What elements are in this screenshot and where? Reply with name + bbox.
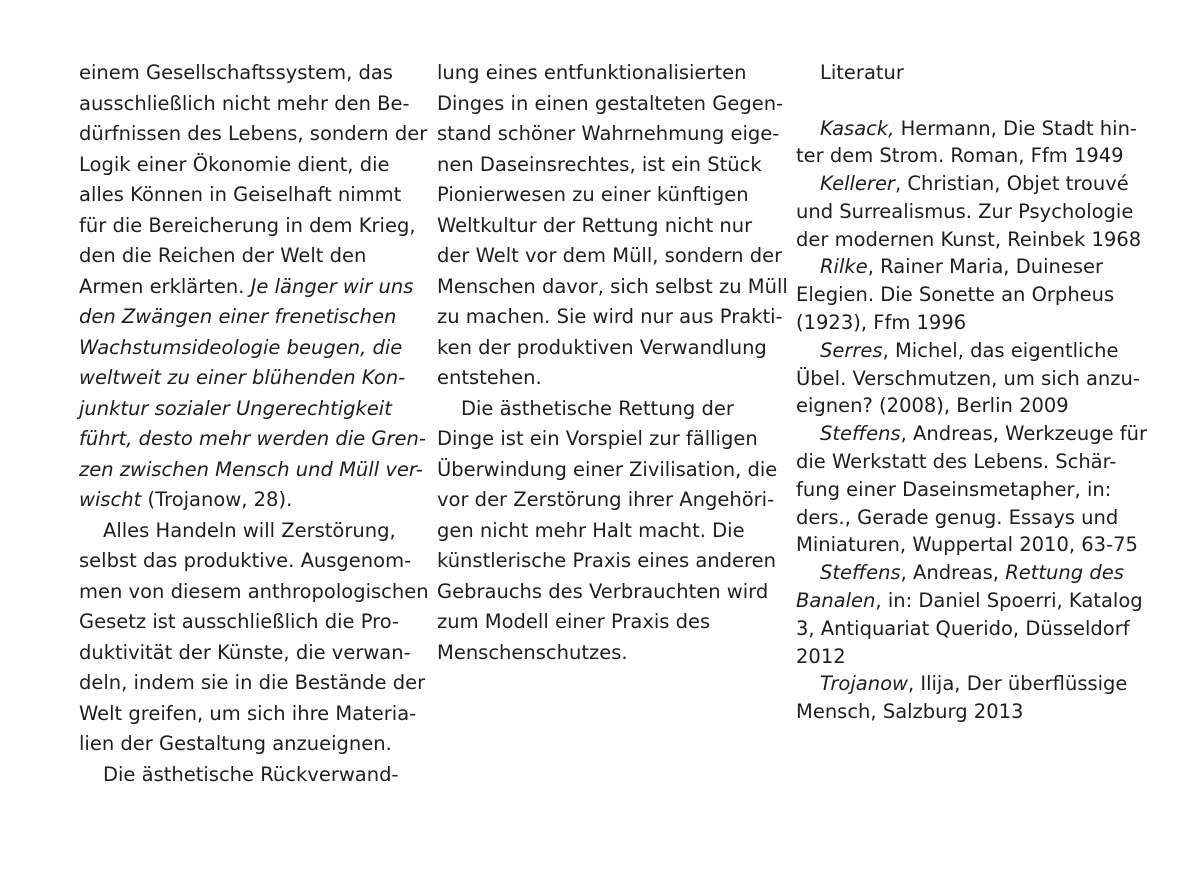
reference-text: Hermann, Die Stadt hin- <box>900 116 1137 140</box>
text-line: zum Modell einer Praxis des <box>437 610 711 633</box>
quote-line: junktur sozialer Ungerechtigkeit <box>79 396 392 420</box>
text-line: Gesetz ist ausschließlich die Pro- <box>79 610 400 633</box>
author-name: Steffens <box>820 561 901 585</box>
text-line: dürfnissen des Lebens, sondern der <box>79 122 428 145</box>
text-line: Menschenschutzes. <box>437 640 628 664</box>
text-line: Logik einer Ökonomie dient, die <box>79 152 390 176</box>
text-line: alles Können in Geiselhaft nimmt <box>79 183 402 206</box>
reference-text: , Ilija, Der überflüssige <box>907 672 1128 696</box>
text-line: ken der produktiven Verwandlung <box>437 335 767 359</box>
text-line: Dinge ist ein Vorspiel zur fälligen <box>437 427 758 450</box>
author-name: Trojanow <box>820 672 908 696</box>
paragraph-start: Die ästhetische Rettung der <box>461 396 734 420</box>
reference-text: , Rainer Maria, Duineser <box>867 255 1104 279</box>
reference-text: , Andreas, Werkzeuge für <box>900 422 1148 446</box>
reference-text: , Christian, Objet trouvé <box>894 172 1129 196</box>
reference-entry <box>796 253 1146 281</box>
reference-line: 2012 <box>796 644 846 668</box>
bibliography-column <box>796 58 1146 726</box>
author-name: Kasack, <box>820 116 895 140</box>
text-line: duktivität der Künste, die verwan- <box>79 640 411 664</box>
reference-entry <box>796 420 1146 448</box>
text-line: Welt greifen, um sich ihre Materia- <box>79 701 417 725</box>
paragraph-start: Die ästhetische Rückverwand- <box>103 762 399 786</box>
author-name: Kellerer <box>820 172 895 196</box>
reference-line: und Surrealismus. Zur Psychologie <box>796 199 1134 223</box>
author-name: Serres <box>820 338 883 362</box>
text-line: Dinges in einen gestalteten Gegen- <box>437 91 784 115</box>
text-line: für die Bereicherung in dem Krieg, <box>79 213 416 237</box>
text-line: den die Reichen der Welt den <box>79 244 367 267</box>
text-line: Überwindung einer Zivilisation, die <box>437 457 778 481</box>
reference-entry <box>796 115 1146 143</box>
quote-line: den Zwängen einer frenetischen <box>79 305 397 328</box>
reference-text: , in: Daniel Spoerri, Katalog <box>875 589 1143 613</box>
paragraph-start: Alles Handeln will Zerstörung, <box>103 518 396 542</box>
reference-text: , Michel, das eigentliche <box>882 338 1119 362</box>
author-name: Steffens <box>820 422 901 446</box>
text-line: ausschließlich nicht mehr den Be- <box>79 91 410 115</box>
reference-line: Übel. Verschmutzen, um sich anzu- <box>796 366 1140 390</box>
text-line: Gebrauchs des Verbrauchten wird <box>437 579 769 603</box>
quote-line: führt, desto mehr werden die Gren- <box>79 427 426 450</box>
text-line: deln, indem sie in die Bestände der <box>79 671 426 694</box>
reference-line: eignen? (2008), Berlin 2009 <box>796 394 1069 418</box>
title-italic: Banalen <box>796 589 876 613</box>
bibliography-heading: Literatur <box>820 61 904 84</box>
citation: (Trojanow, 28). <box>147 488 293 511</box>
reference-entry <box>796 170 1146 198</box>
reference-text: , Andreas, <box>900 561 999 585</box>
text-line: Menschen davor, sich selbst zu Müll <box>437 274 788 298</box>
reference-line: Mensch, Salzburg 2013 <box>796 700 1024 724</box>
text-line: einem Gesellschaftssystem, das <box>79 61 393 84</box>
reference-line: fung einer Daseinsmetapher, in: <box>796 477 1112 501</box>
title-italic: Rettung des <box>1005 561 1124 585</box>
reference-entry <box>796 559 1146 587</box>
text-column-1 <box>79 58 429 790</box>
reference-entry <box>796 337 1146 365</box>
quote-line: Wachstumsideologie beugen, die <box>79 335 403 359</box>
text-line: stand schöner Wahrnehmung eige- <box>437 122 780 145</box>
reference-line: die Werkstatt des Lebens. Schär- <box>796 450 1117 474</box>
quote-italic: wischt <box>79 488 142 511</box>
quote-line: zen zwischen Mensch und Müll ver- <box>79 457 423 481</box>
reference-line: Elegien. Die Sonette an Orpheus <box>796 283 1115 307</box>
reference-line: Miniaturen, Wuppertal 2010, 63-75 <box>796 533 1138 557</box>
reference-line: der modernen Kunst, Reinbek 1968 <box>796 227 1142 251</box>
text-line <box>79 485 419 516</box>
author-name: Rilke <box>820 255 868 279</box>
text-column-2 <box>437 58 788 668</box>
reference-line: 3, Antiquariat Querido, Düsseldorf <box>796 616 1130 640</box>
text-line <box>79 272 419 303</box>
reference-line: (1923), Ffm 1996 <box>796 311 967 335</box>
reference-line <box>796 587 1146 615</box>
text-line: Pionierwesen zu einer künftigen <box>437 183 749 206</box>
text-line: lung eines entfunktionalisierten <box>437 61 747 84</box>
reference-line: ders., Gerade genug. Essays und <box>796 505 1119 529</box>
text-line: men von diesem anthropologischen <box>79 579 429 603</box>
text-line: künstlerische Praxis eines anderen <box>437 549 776 572</box>
text-line: entstehen. <box>437 366 542 389</box>
text-line: selbst das produktive. Ausgenom- <box>79 549 412 572</box>
spacer <box>796 89 1146 115</box>
text-line: lien der Gestaltung anzueignen. <box>79 732 392 755</box>
text-line: Weltkultur der Rettung nicht nur <box>437 213 753 237</box>
text-line: der Welt vor dem Müll, sondern der <box>437 244 783 267</box>
text-segment: Armen erklärten. <box>79 274 245 298</box>
text-line: zu machen. Sie wird nur aus Prakti- <box>437 305 783 328</box>
quote-italic: Je länger wir uns <box>250 274 414 298</box>
text-line: nen Daseinsrechtes, ist ein Stück <box>437 152 762 176</box>
reference-entry <box>796 670 1146 698</box>
quote-line: weltweit zu einer blühenden Kon- <box>79 366 406 389</box>
text-line: vor der Zerstörung ihrer Angehöri- <box>437 488 775 511</box>
reference-line: ter dem Strom. Roman, Ffm 1949 <box>796 144 1124 168</box>
text-line: gen nicht mehr Halt macht. Die <box>437 518 745 542</box>
